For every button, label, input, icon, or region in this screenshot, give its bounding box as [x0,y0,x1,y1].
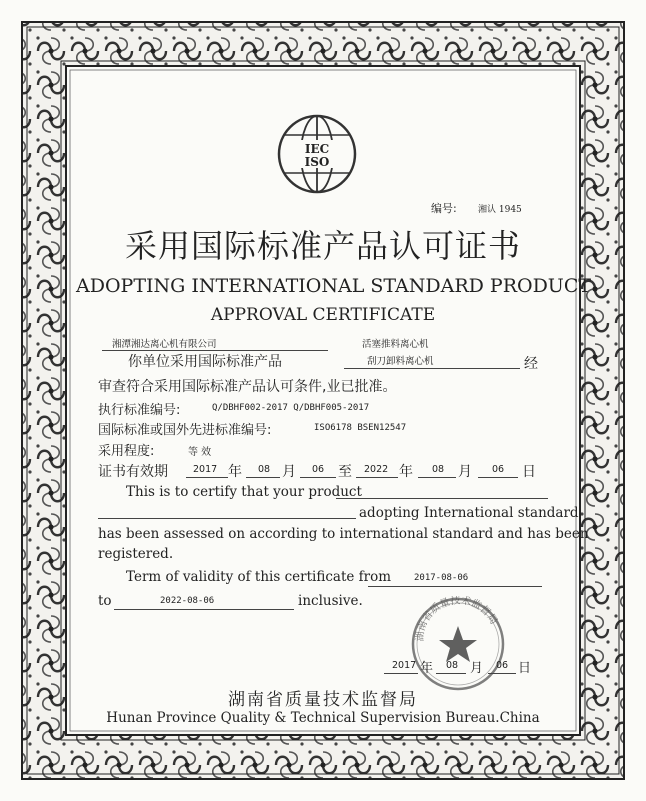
product-line-1: 活塞推料离心机 [362,339,429,350]
exec-standard-label: 执行标准编号: [98,403,181,418]
intl-standard-value: ISO6178 BSEN12547 [314,423,407,433]
en-product-underline-2 [98,518,356,519]
end-month: 08 [432,464,445,475]
start-month-char: 月 [282,464,296,480]
sign-day-char: 日 [518,661,532,676]
end-month-char: 月 [458,464,472,480]
sign-month: 08 [446,660,459,671]
en-from-value: 2017-08-06 [414,573,469,583]
intl-standard-label: 国际标准或国外先进标准编号: [98,423,272,438]
sign-year-underline [384,673,418,674]
en-inclusive: inclusive. [298,593,363,609]
sign-year: 2017 [392,660,417,671]
sign-month-char: 月 [470,661,484,676]
en-to: to [98,593,112,609]
exec-standard-value: Q/DBHF002-2017 Q/DBHF005-2017 [212,403,370,413]
en-from-underline [368,586,542,587]
title-en-line-2: APPROVAL CERTIFICATE [210,305,436,325]
start-year: 2017 [193,464,218,475]
official-seal [410,596,509,692]
en-registered: registered. [98,546,174,562]
iec-iso-logo [276,113,358,195]
logo-text-top: IEC [304,142,330,156]
approval-line-2: 审查符合采用国际标准产品认可条件,业已批准。 [98,379,397,395]
end-month-underline [418,477,456,478]
en-assessed: has been assessed on according to international standard and has been [98,526,589,542]
start-month-underline [246,477,280,478]
issuer-cn: 湖南省质量技术监督局 [228,690,418,710]
logo-text-bottom: ISO [304,155,330,169]
degree-label: 采用程度: [98,444,155,459]
product-line-2: 刮刀卸料离心机 [367,356,434,367]
start-year-underline [186,477,228,478]
end-year-underline [356,477,398,478]
title-en-line-1: ADOPTING INTERNATIONAL STANDARD PRODUCT [76,275,592,297]
validity-label: 证书有效期 [98,464,168,480]
sign-year-char: 年 [420,661,434,676]
en-adopting: adopting International standard [359,505,579,521]
seal-text: 湖南省质量技术监督局 [414,596,500,642]
start-month: 08 [258,464,271,475]
company-name: 湘潭湘达离心机有限公司 [112,339,217,350]
product-underline [344,368,520,369]
end-year-char: 年 [399,464,413,480]
number-value: 湘认 1945 [478,205,522,215]
title-cn: 采用国际标准产品认可证书 [124,227,521,265]
en-term: Term of validity of this certificate from [126,569,392,585]
en-product-underline [336,498,548,499]
sign-day-underline [488,673,516,674]
end-year: 2022 [364,464,389,475]
en-to-value: 2022-08-06 [160,596,215,606]
end-day: 06 [492,464,505,475]
approval-line-1-end: 经 [524,356,538,372]
approval-line-1-label: 你单位采用国际标准产品 [128,354,282,370]
number-label: 编号: [431,202,457,215]
sign-month-underline [436,673,466,674]
to-char: 至 [338,464,352,480]
degree-value: 等 效 [188,447,212,458]
start-year-char: 年 [228,464,242,480]
start-day: 06 [312,464,325,475]
end-day-char: 日 [522,464,536,480]
end-day-underline [478,477,518,478]
start-day-underline [300,477,336,478]
en-to-underline [114,609,294,610]
en-certify: This is to certify that your product [126,484,362,500]
sign-day: 06 [496,660,509,671]
issuer-en: Hunan Province Quality & Technical Supervision Bureau.China [106,710,540,726]
